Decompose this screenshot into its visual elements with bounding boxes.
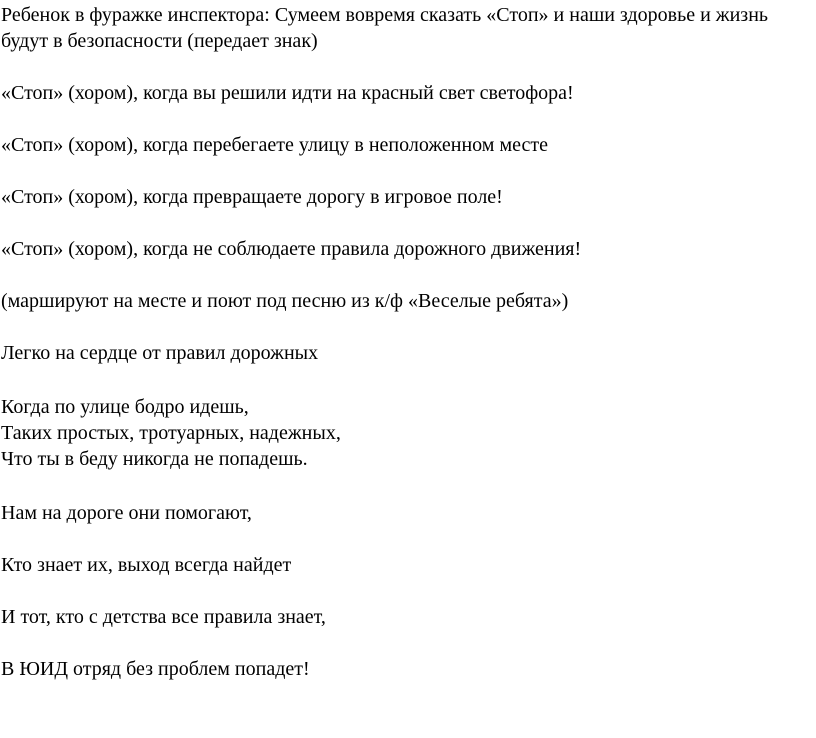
- stop-chant-2: «Стоп» (хором), когда перебегаете улицу в неположенном месте: [1, 134, 548, 156]
- stop-chant-1: «Стоп» (хором), когда вы решили идти на красный свет светофора!: [1, 82, 574, 104]
- intro-text-line-2: будут в безопасности (передает знак): [1, 30, 318, 52]
- song-line-4: Что ты в беду никогда не попадешь.: [1, 448, 308, 470]
- stage-direction: (маршируют на месте и поют под песню из к/ф «Веселые ребята»): [1, 290, 569, 312]
- song-line-3: Таких простых, тротуарных, надежных,: [1, 422, 341, 444]
- song-line-5: Нам на дороге они помогают,: [1, 502, 252, 524]
- song-line-6: Кто знает их, выход всегда найдет: [1, 554, 292, 576]
- intro-text-line-1: Ребенок в фуражке инспектора: Сумеем вовремя сказать «Стоп» и наши здоровье и жизнь: [1, 4, 769, 26]
- stop-chant-3: «Стоп» (хором), когда превращаете дорогу в игровое поле!: [1, 186, 503, 208]
- stop-chant-4: «Стоп» (хором), когда не соблюдаете правила дорожного движения!: [1, 238, 582, 260]
- song-line-2: Когда по улице бодро идешь,: [1, 396, 249, 418]
- song-line-1: Легко на сердце от правил дорожных: [1, 342, 319, 364]
- song-line-7: И тот, кто с детства все правила знает,: [1, 606, 326, 628]
- song-line-8: В ЮИД отряд без проблем попадет!: [1, 658, 310, 680]
